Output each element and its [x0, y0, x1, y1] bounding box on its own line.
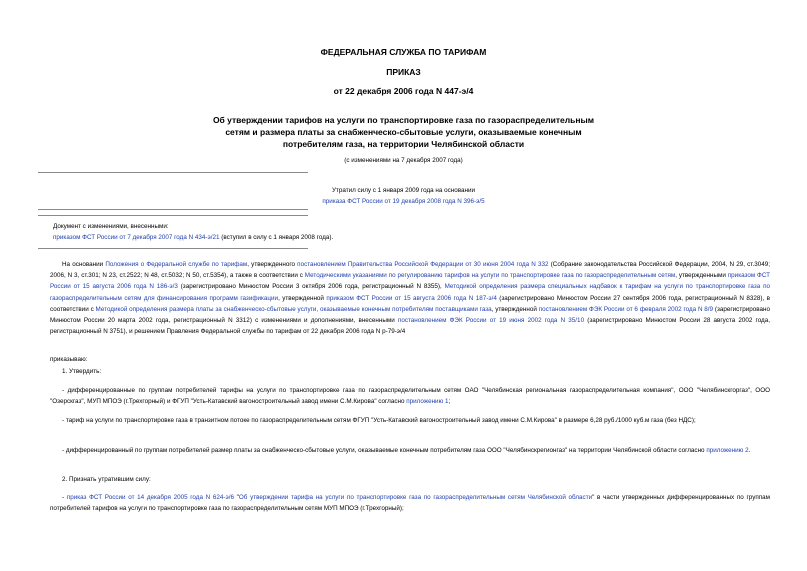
repeal-notice: [0, 185, 807, 207]
repeal-order-link[interactable]: приказа ФСТ России от 19 декабря 2008 года N 396-э/5: [322, 198, 485, 205]
preamble-text: (зарегистрировано Минюстом России 28 августа 2002 года, регистрационный N 3751), и решением Правления Федеральной службы по тарифам от 22 декабря 2006 года N р-79-э/4: [50, 317, 770, 336]
order-item-2a: [50, 492, 770, 514]
order-text: ": [233, 494, 239, 501]
repealed-order-link[interactable]: приказ ФСТ России от 14 декабря 2005 года N 624-э/6: [66, 494, 234, 501]
repeal-notice-text: Утратил силу с 1 января 2009 года на основании: [331, 187, 476, 194]
doc-title-line: потребителям газа, на территории Челябинской области: [282, 139, 525, 149]
amendment-note: (с изменениями на 7 декабря 2007 года): [344, 157, 463, 164]
preamble-text: , утвержденными: [675, 272, 728, 280]
preamble-link-fee-methodology[interactable]: Методикой определения размера платы за снабженческо-сбытовые услуги, оказываемые конечным потребителям поставщиками газа: [95, 305, 492, 313]
preamble-text: (Собрание законодательства Российской Федерации, 2004, N 29, ст.3049; 2006, N 3, ст.301; N 23, ст.2522; N 48, ст.5032; N 50, ст.5354), а также в соответствии с: [50, 261, 770, 280]
order-item-1c: [50, 445, 770, 456]
agency-title: ФЕДЕРАЛЬНАЯ СЛУЖБА ПО ТАРИФАМ: [320, 47, 487, 57]
preamble-link-methodical-guidelines[interactable]: Методическими указаниями по регулированию тарифов на услуги по транспортировке газа по газораспределительным сетям: [304, 272, 676, 280]
order-text: ;: [448, 398, 451, 406]
order-word: приказываю:: [50, 356, 88, 363]
preamble-text: , утвержденной: [491, 305, 539, 313]
order-item-1-heading: 1. Утвердить:: [62, 368, 102, 375]
divider: [38, 209, 308, 210]
doc-title-line: Об утверждении тарифов на услуги по транспортировке газа по газораспределительным: [212, 115, 595, 125]
doc-title-line: сетям и размера платы за снабженческо-сбытовые услуги, оказываемые конечным: [225, 127, 582, 137]
amendments-block: [53, 221, 333, 243]
doc-type: ПРИКАЗ: [386, 67, 421, 77]
preamble-text: , утвержденного: [247, 261, 298, 268]
appendix-1-link[interactable]: приложению 1: [406, 398, 449, 406]
appendix-2-link[interactable]: приложению 2: [706, 447, 749, 454]
preamble-link-fek-decree-35-10[interactable]: постановлением ФЭК России от 19 июня 2002 года N 35/10: [397, 317, 585, 325]
preamble-text: (зарегистрировано Минюстом России 3 октября 2006 года, регистрационный N 8355),: [177, 283, 445, 291]
divider: [38, 248, 308, 249]
amendments-label: Документ с изменениями, внесенными:: [53, 223, 169, 230]
doc-title: [0, 114, 807, 150]
order-text: -: [62, 494, 67, 501]
preamble-link-government-decree[interactable]: постановлением Правительства Российской Федерации от 30 июня 2004 года N 332: [297, 261, 549, 268]
order-item-1b: - тариф на услуги по транспортировке газа в транзитном потоке по газораспределительным сетям ФГУП "Усть-Катавский вагоностроительный завод имени С.М.Кирова" в размере 6,28 руб./1000 куб.м газа (без НДС);: [62, 417, 696, 424]
preamble-text: На основании: [62, 261, 106, 268]
order-text: - дифференцированный по группам потребителей размер платы за снабженческо-сбытовые услуги, оказываемые конечным потребителям газа ООО "Челябинскрегионгаз" на территории Челябинской области согласно: [62, 447, 707, 454]
preamble-link-fst-regulation[interactable]: Положения о Федеральной службе по тарифам: [105, 261, 248, 268]
preamble-link-order-187[interactable]: приказом ФСТ России от 15 августа 2006 года N 187-э/4: [326, 294, 497, 302]
divider: [38, 172, 308, 173]
preamble-link-fek-decree-8-9[interactable]: постановлением ФЭК России от 6 февраля 2002 года N 8/9: [538, 305, 714, 313]
order-text: - дифференцированные по группам потребителей тарифы на услуги по транспортировке газа по газораспределительным сетям ОАО "Челябинская региональная газораспределительная компания", ООО "Челябинскгоргаз", ООО "Озерскгаз", МУП МПОЭ (г.Трехгорный) и ФГУП "Усть-Катавский вагоностроительный завод имени С.М.Кирова" согласно: [50, 387, 770, 406]
preamble-text: (зарегистрировано Минюстом России 20 марта 2002 года, регистрационный N 3312) с изменениями и дополнениями, внесенными: [50, 305, 770, 325]
order-text: " в части утвержденных дифференцированных по группам потребителей тарифов на услуги по транспортировке газа по газораспределительным сетям МУП МПОЭ (г.Трехгорный);: [50, 494, 770, 513]
order-text: .: [748, 447, 751, 454]
doc-date-number: от 22 декабря 2006 года N 447-э/4: [333, 86, 474, 96]
order-item-1a: [50, 385, 770, 407]
preamble-text: (зарегистрировано Минюстом России 27 сентября 2006 года, регистрационный N 8328), в соответствии с: [50, 294, 770, 313]
repealed-order-title-link[interactable]: Об утверждении тарифа на услуги по транспортировке газа по газораспределительным сетям Челябинской области: [238, 494, 593, 501]
amending-order-note: (вступил в силу с 1 января 2008 года).: [219, 234, 334, 241]
preamble-link-surcharge-methodology[interactable]: Методикой определения размера специальных надбавок к тарифам на услуги по транспортировке газа по газораспределительным сетям для финансирования программ газификации: [50, 283, 771, 302]
order-item-2-heading: 2. Признать утратившим силу:: [62, 476, 151, 483]
preamble-text: , утвержденной: [278, 294, 327, 302]
divider: [38, 215, 308, 216]
preamble-paragraph: [50, 259, 770, 337]
amending-order-link[interactable]: приказом ФСТ России от 7 декабря 2007 года N 434-э/21: [53, 234, 220, 241]
preamble-link-order-186[interactable]: приказом ФСТ России от 15 августа 2006 года N 186-э/3: [50, 272, 771, 291]
